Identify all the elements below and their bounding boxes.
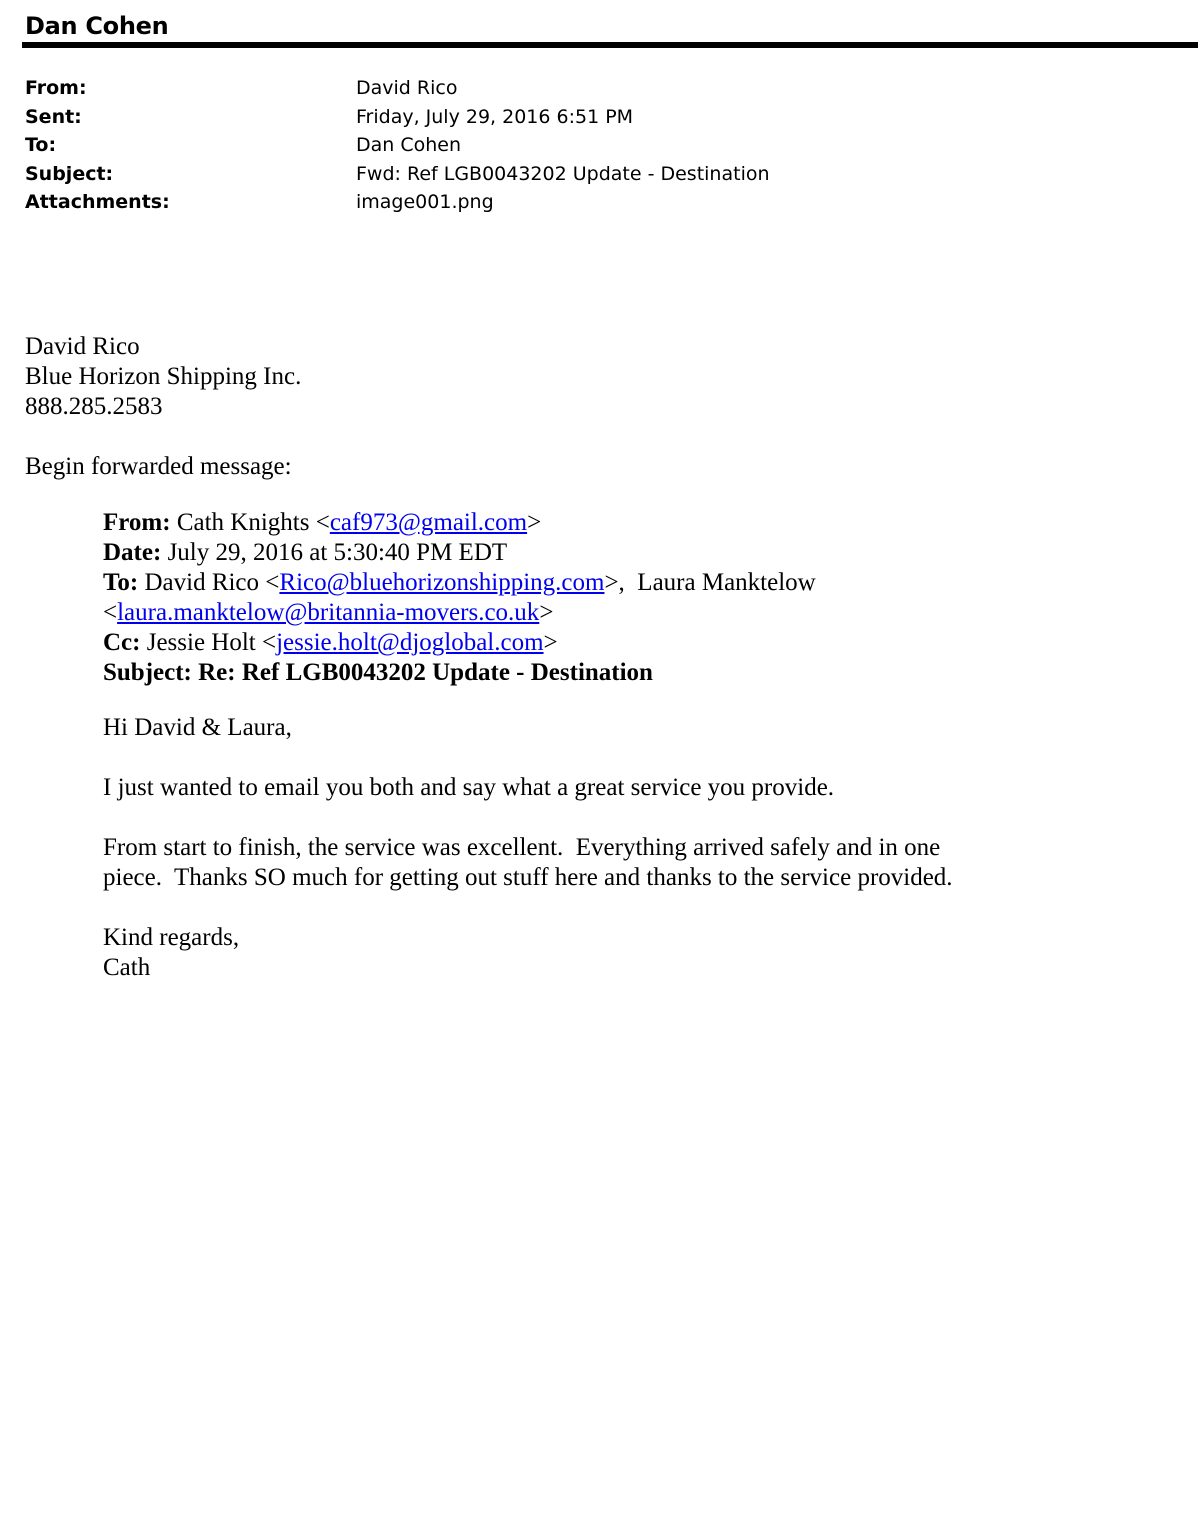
forwarded-to-email-link-1[interactable]: Rico@bluehorizonshipping.com [279,569,605,596]
attachment-file[interactable]: image001.png [356,191,494,214]
subject-label: Subject: [25,162,114,185]
forwarded-to-open2: < [103,599,118,626]
forwarded-from-line [103,508,1103,538]
forwarded-date-value: July 29, 2016 at 5:30:40 PM EDT [167,539,508,566]
body-paragraph-2-line-1: From start to finish, the service was excellent. Everything arrived safely and in one [103,834,941,861]
to-label: To: [25,134,57,157]
sender-signature [25,332,301,422]
from-label: From: [25,77,87,99]
body-paragraph-2-line-2: piece. Thanks SO much for getting out stuff here and thanks to the service provided. [103,864,953,891]
from-value: David Rico [356,77,458,99]
signature-name: David Rico [25,333,140,360]
mailbox-owner-name: Dan Cohen [25,12,169,40]
forwarded-to-close2: > [539,599,554,626]
forwarded-header [103,508,1103,688]
forwarded-to-label: To: [103,569,139,596]
forwarded-to-name1: David Rico < [144,569,280,596]
signature-company: Blue Horizon Shipping Inc. [25,363,302,390]
forwarded-to-email-link-2[interactable]: laura.manktelow@britannia-movers.co.uk [117,599,540,626]
forwarded-cc-name: Jessie Holt < [146,629,277,656]
to-value: Dan Cohen [356,134,462,157]
sent-label: Sent: [25,105,82,128]
forwarded-to-line [103,568,1103,598]
begin-forwarded-label: Begin forwarded message: [25,453,292,480]
body-closing [103,923,953,983]
forwarded-to-line-2 [103,598,1103,628]
forwarded-cc-label: Cc: [103,629,141,656]
body-paragraph-2 [103,833,953,893]
forwarded-cc-line [103,628,1103,658]
forwarded-cc-email-link[interactable]: jessie.holt@djoglobal.com [276,629,544,656]
body-closing-line: Kind regards, [103,924,240,951]
forwarded-from-name: Cath Knights < [176,509,330,536]
body-sender-name: Cath [103,954,151,981]
body-greeting: Hi David & Laura, [103,714,292,741]
forwarded-cc-close: > [543,629,558,656]
body-paragraph-1: I just wanted to email you both and say what a great service you provide. [103,774,835,801]
header-divider [22,42,1198,48]
signature-phone: 888.285.2583 [25,393,163,420]
forwarded-from-label: From: [103,509,171,536]
forwarded-date-line [103,538,1103,568]
sent-value: Friday, July 29, 2016 6:51 PM [356,105,634,128]
forwarded-subject-line: Subject: Re: Ref LGB0043202 Update - Destination [103,659,653,686]
forwarded-from-email-link[interactable]: caf973@gmail.com [329,509,528,536]
forwarded-to-separator: >, Laura Manktelow [604,569,816,596]
attachments-label: Attachments: [25,191,170,214]
subject-value: Fwd: Ref LGB0043202 Update - Destination [356,162,770,185]
forwarded-from-close: > [527,509,542,536]
message-body [103,713,953,983]
forwarded-date-label: Date: [103,539,162,566]
